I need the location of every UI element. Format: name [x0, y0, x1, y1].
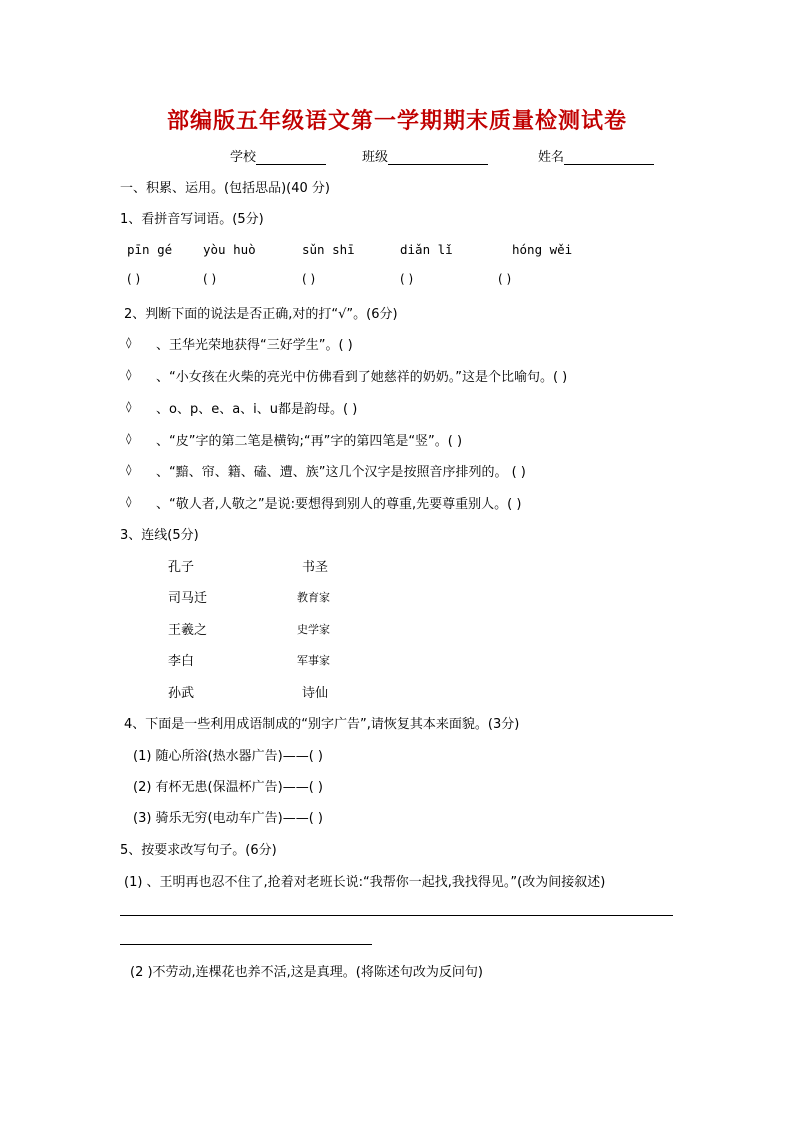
judgment-item[interactable]: 、“黯、帘、籍、磕、遭、族”这几个汉字是按照音序排列的。 ( ) [156, 465, 526, 480]
answer-line[interactable] [120, 944, 372, 945]
idiom-item[interactable]: (3) 骑乐无穷(电动车广告)——( ) [133, 811, 323, 826]
school-label: 学校 [230, 150, 257, 165]
list-marker: ◊ [126, 495, 132, 508]
class-label: 班级 [362, 150, 389, 165]
class-blank[interactable] [388, 150, 488, 165]
answer-bracket[interactable]: ( ) [302, 272, 316, 286]
page-title: 部编版五年级语文第一学期期末质量检测试卷 [166, 108, 627, 134]
match-left-item[interactable]: 孙武 [168, 686, 195, 701]
list-marker: ◊ [126, 368, 132, 381]
match-right-item[interactable]: 教育家 [297, 591, 330, 604]
match-right-item[interactable]: 书圣 [302, 560, 329, 575]
pinyin-item: diǎn lǐ [400, 242, 453, 257]
match-left-item[interactable]: 孔子 [168, 560, 195, 575]
school-blank[interactable] [256, 150, 326, 165]
answer-bracket[interactable]: ( ) [127, 272, 141, 286]
pinyin-item: pīn gé [127, 242, 173, 257]
judgment-item[interactable]: 、“皮”字的第二笔是横钩;“再”字的第四笔是“竖”。( ) [156, 434, 463, 449]
pinyin-item: sǔn shī [302, 242, 355, 257]
idiom-item[interactable]: (2) 有杯无患(保温杯广告)——( ) [133, 780, 323, 795]
match-left-item[interactable]: 王羲之 [168, 623, 208, 638]
judgment-item[interactable]: 、“敬人者,人敬之”是说:要想得到别人的尊重,先要尊重别人。( ) [156, 497, 522, 512]
list-marker: ◊ [126, 336, 132, 349]
answer-line[interactable] [120, 915, 673, 916]
judgment-item[interactable]: 、o、p、e、a、i、u都是韵母。( ) [156, 402, 358, 417]
match-left-item[interactable]: 李白 [168, 654, 195, 669]
judgment-item[interactable]: 、“小女孩在火柴的亮光中仿佛看到了她慈祥的奶奶。”这是个比喻句。( ) [156, 370, 568, 385]
judgment-item[interactable]: 、王华光荣地获得“三好学生”。( ) [156, 338, 353, 353]
list-marker: ◊ [126, 400, 132, 413]
school-field[interactable] [230, 146, 326, 165]
list-marker: ◊ [126, 463, 132, 476]
match-right-item[interactable]: 军事家 [297, 654, 330, 667]
match-right-item[interactable]: 史学家 [297, 623, 330, 636]
pinyin-item: yòu huò [203, 242, 256, 257]
pinyin-item: hóng wěi [512, 242, 573, 257]
class-field[interactable] [362, 146, 488, 165]
section-heading: 一、积累、运用。(包括思品)(40 分) [120, 181, 330, 196]
question-2-heading: 2、判断下面的说法是否正确,对的打“√”。(6分) [124, 307, 398, 322]
question-1-heading: 1、看拼音写词语。(5分) [120, 212, 264, 227]
match-left-item[interactable]: 司马迁 [168, 591, 208, 606]
question-3-heading: 3、连线(5分) [120, 528, 199, 543]
answer-bracket[interactable]: ( ) [400, 272, 414, 286]
idiom-item[interactable]: (1) 随心所浴(热水器广告)——( ) [133, 749, 323, 764]
rewrite-item: (1) 、王明再也忍不住了,抢着对老班长说:“我帮你一起找,我找得见。”(改为间接叙述) [124, 875, 606, 890]
name-label: 姓名 [538, 150, 565, 165]
match-right-item[interactable]: 诗仙 [302, 686, 329, 701]
rewrite-item: (2 )不劳动,连棵花也养不活,这是真理。(将陈述句改为反问句) [130, 965, 483, 980]
name-field[interactable] [538, 146, 654, 165]
question-4-heading: 4、下面是一些利用成语制成的“别字广告”,请恢复其本来面貌。(3分) [124, 717, 520, 732]
question-5-heading: 5、按要求改写句子。(6分) [120, 843, 277, 858]
answer-bracket[interactable]: ( ) [203, 272, 217, 286]
list-marker: ◊ [126, 432, 132, 445]
answer-bracket[interactable]: ( ) [498, 272, 512, 286]
name-blank[interactable] [564, 150, 654, 165]
